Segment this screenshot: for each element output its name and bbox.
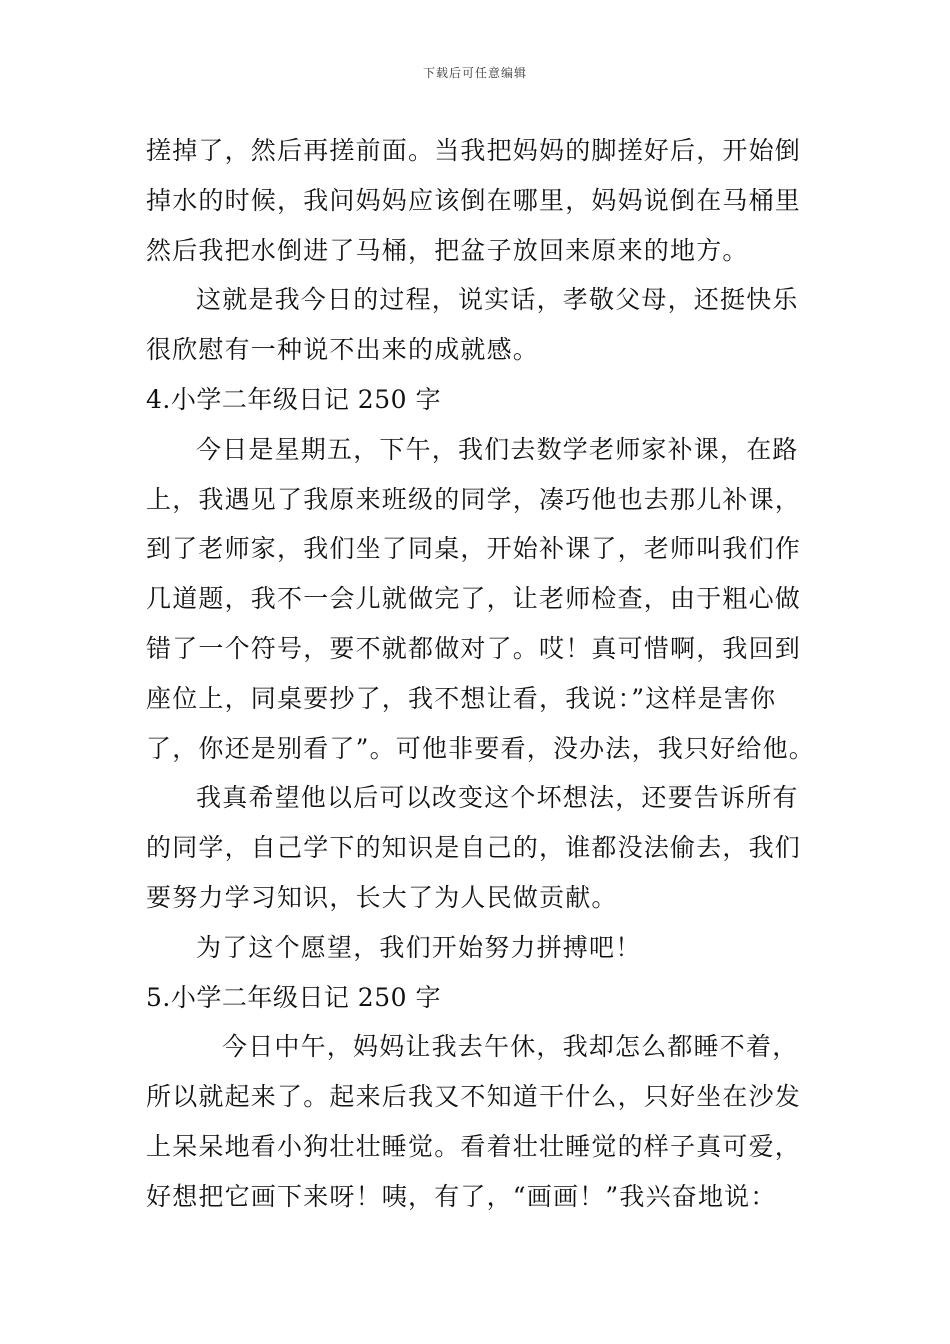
text-line: 了，你还是别看了”。可他非要看，没办法，我只好给他。 xyxy=(146,733,815,763)
document-body xyxy=(146,126,815,1222)
page-header: 下载后可任意编辑 xyxy=(422,66,527,80)
text-line: 到了老师家，我们坐了同桌，开始补课了，老师叫我们作 xyxy=(146,534,802,564)
text-line: 上呆呆地看小狗壮壮睡觉。看着壮壮睡觉的样子真可爱， xyxy=(146,1131,802,1161)
paragraph-start-line: 今日是星期五，下午，我们去数学老师家补课，在路 xyxy=(196,434,799,464)
text-line: 然后我把水倒进了马桶，把盆子放回来原来的地方。 xyxy=(146,235,749,265)
paragraph-start-line: 为了这个愿望，我们开始努力拼搏吧！ xyxy=(196,932,642,962)
paragraph-start-line: 我真希望他以后可以改变这个坏想法，还要告诉所有 xyxy=(196,783,799,813)
paragraph-start-line: 这就是我今日的过程，说实话，孝敬父母，还挺快乐 xyxy=(196,285,799,315)
text-line: 座位上，同桌要抄了，我不想让看，我说：”这样是害你 xyxy=(146,683,777,713)
text-line: 几道题，我不一会儿就做完了，让老师检查，由于粗心做 xyxy=(146,584,802,614)
text-line: 错了一个符号，要不就都做对了。哎！真可惜啊，我回到 xyxy=(146,633,802,663)
section-heading: 4.小学二年级日记 250 字 xyxy=(146,384,441,414)
paragraph-start-line: 今日中午，妈妈让我去午休，我却怎么都睡不着， xyxy=(222,1032,799,1062)
text-line: 所以就起来了。起来后我又不知道干什么，只好坐在沙发 xyxy=(146,1082,802,1112)
text-line: 好想把它画下来呀！咦，有了，“画画！”我兴奋地说： xyxy=(146,1181,777,1211)
text-line: 的同学，自己学下的知识是自己的，谁都没法偷去，我们 xyxy=(146,833,802,863)
text-line: 搓掉了，然后再搓前面。当我把妈妈的脚搓好后，开始倒 xyxy=(146,136,802,165)
text-line: 要努力学习知识，长大了为人民做贡献。 xyxy=(146,882,618,912)
text-line: 上，我遇见了我原来班级的同学，凑巧他也去那儿补课， xyxy=(146,484,802,514)
text-line: 掉水的时候，我问妈妈应该倒在哪里，妈妈说倒在马桶里 xyxy=(146,185,802,215)
section-heading: 5.小学二年级日记 250 字 xyxy=(146,982,441,1012)
text-line: 很欣慰有一种说不出来的成就感。 xyxy=(146,335,540,365)
